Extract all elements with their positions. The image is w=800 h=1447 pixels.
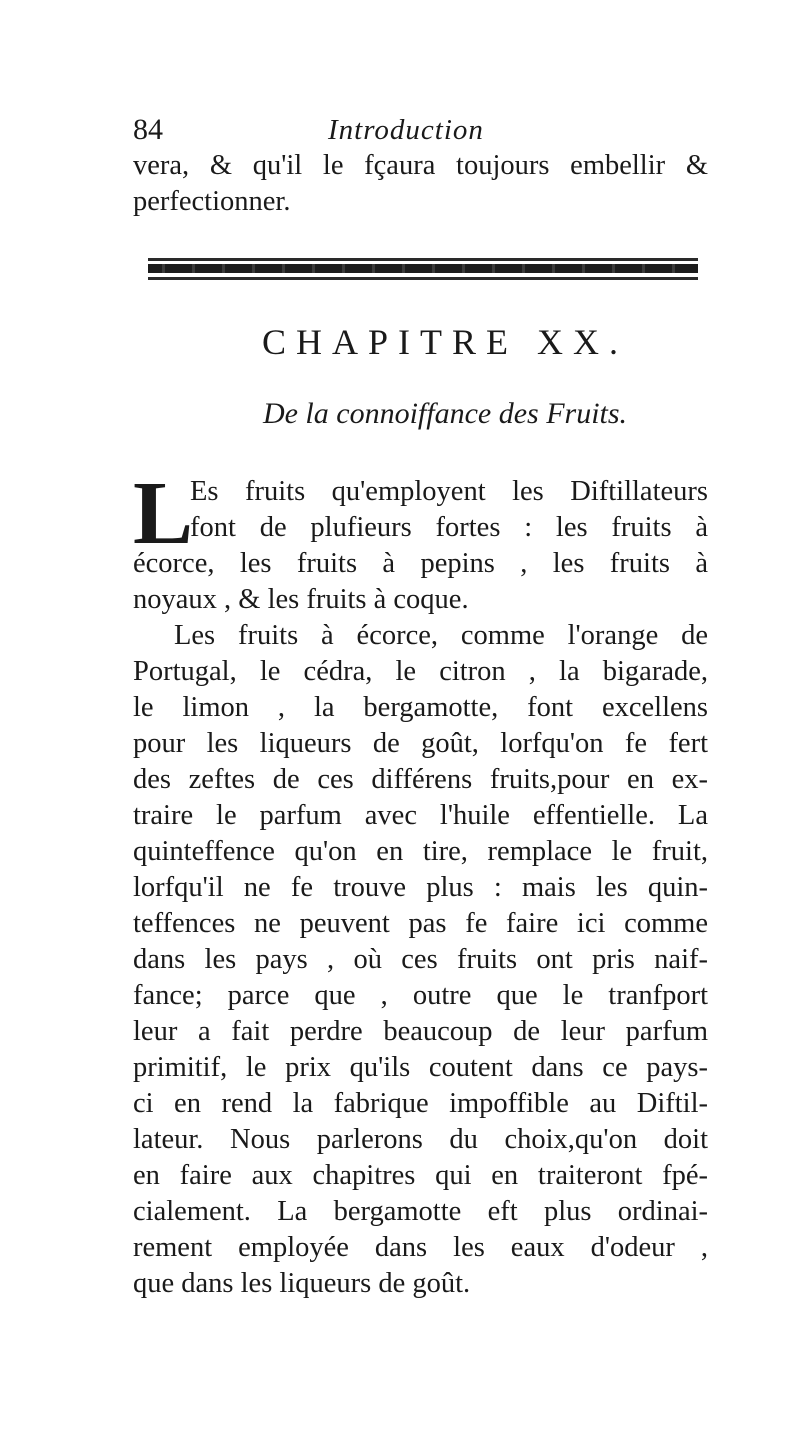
- text-line: que dans les liqueurs de goût.: [133, 1268, 471, 1299]
- text-line: en faire aux chapitres qui en traiteront fpé-: [133, 1160, 708, 1191]
- text-line: primitif, le prix qu'ils coutent dans ce pays-: [133, 1052, 708, 1083]
- text-line: lateur. Nous parlerons du choix,qu'on doit: [133, 1124, 708, 1155]
- page-number: 84: [133, 113, 163, 146]
- text-line: lorfqu'il ne fe trouve plus : mais les quin-: [133, 872, 708, 903]
- rule-thick-line: [148, 264, 698, 273]
- text-line: fance; parce que , outre que le tranfport: [133, 980, 708, 1011]
- page-header: [133, 108, 713, 152]
- text-line: pour les liqueurs de goût, lorfqu'on fe fert: [133, 728, 708, 759]
- text-line: font de plufieurs fortes : les fruits à: [190, 512, 708, 543]
- text-line: noyaux , & les fruits à coque.: [133, 584, 469, 615]
- chapter-title: CHAPITRE XX.: [261, 322, 628, 362]
- text-line: des zeftes de ces différens fruits,pour en ex-: [133, 764, 708, 795]
- text-line: cialement. La bergamotte eft plus ordinai-: [133, 1196, 708, 1227]
- rule-thin-line: [148, 277, 698, 280]
- text-line: quinteffence qu'on en tire, remplace le fruit,: [133, 836, 708, 867]
- text-line: leur a fait perdre beaucoup de leur parfum: [133, 1016, 708, 1047]
- drop-cap: L: [133, 464, 194, 563]
- text-line: le limon , la bergamotte, font excellens: [133, 692, 708, 723]
- running-head: Introduction: [328, 114, 484, 146]
- ornamental-rule: [148, 258, 698, 282]
- chapter-subtitle: De la connoiffance des Fruits.: [262, 397, 628, 430]
- text-line: teffences ne peuvent pas fe faire ici comme: [133, 908, 708, 939]
- text-line: Portugal, le cédra, le citron , la bigarade,: [133, 656, 708, 687]
- text-line: perfectionner.: [133, 186, 291, 217]
- rule-thin-line: [148, 258, 698, 261]
- text-line: traire le parfum avec l'huile effentielle. La: [133, 800, 708, 831]
- text-line: dans les pays , où ces fruits ont pris naif-: [133, 944, 708, 975]
- text-line: ci en rend la fabrique impoffible au Diftil-: [133, 1088, 708, 1119]
- text-line: Es fruits qu'employent les Diftillateurs: [190, 476, 708, 507]
- text-line: Les fruits à écorce, comme l'orange de: [174, 620, 708, 651]
- text-line: vera, & qu'il le fçaura toujours embellir &: [133, 150, 708, 181]
- text-line: rement employée dans les eaux d'odeur ,: [133, 1232, 708, 1263]
- text-line: écorce, les fruits à pepins , les fruits à: [133, 548, 708, 579]
